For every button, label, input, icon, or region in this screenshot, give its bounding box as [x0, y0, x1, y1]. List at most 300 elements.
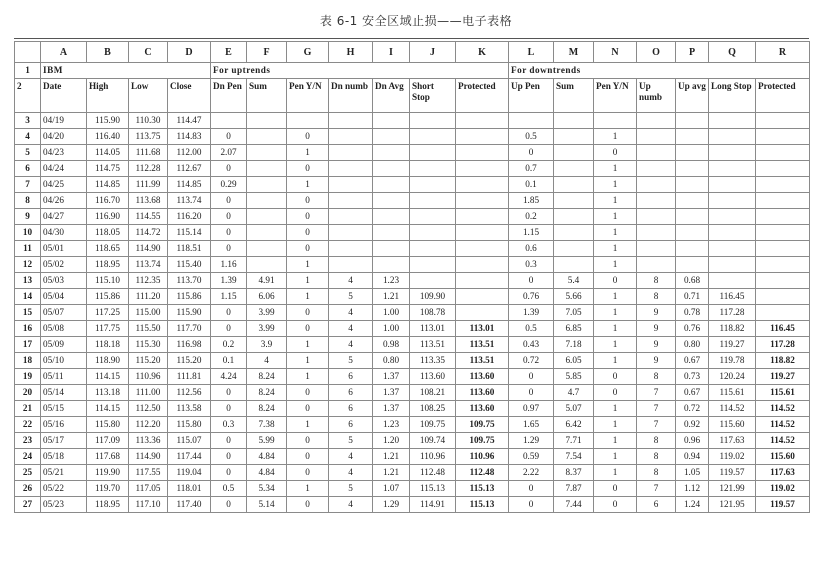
table-row — [15, 129, 810, 145]
table-cell: 05/09 — [41, 337, 87, 353]
table-cell: 118.95 — [87, 497, 129, 513]
table-cell: 0 — [287, 305, 329, 321]
table-cell: 0 — [287, 209, 329, 225]
table-cell — [554, 113, 594, 129]
table-cell: 0.72 — [676, 401, 709, 417]
table-cell: 118.01 — [168, 481, 211, 497]
table-cell: 118.95 — [87, 257, 129, 273]
table-cell — [554, 129, 594, 145]
row-number: 18 — [15, 353, 41, 369]
table-cell: 1 — [594, 353, 637, 369]
table-cell: 05/22 — [41, 481, 87, 497]
table-cell: 1 — [594, 401, 637, 417]
table-cell: 05/07 — [41, 305, 87, 321]
table-cell: 4 — [329, 273, 373, 289]
table-cell: 112.20 — [129, 417, 168, 433]
table-cell: 119.78 — [709, 353, 756, 369]
table-cell: 0.67 — [676, 353, 709, 369]
table-cell: 114.05 — [87, 145, 129, 161]
table-cell: 108.78 — [410, 305, 456, 321]
table-cell — [410, 161, 456, 177]
table-cell — [554, 177, 594, 193]
table-cell: 5 — [329, 289, 373, 305]
table-cell: 7.44 — [554, 497, 594, 513]
table-cell — [247, 257, 287, 273]
table-caption: 表 6-1 安全区域止损——电子表格 — [319, 14, 513, 28]
row-number: 24 — [15, 449, 41, 465]
table-cell — [329, 209, 373, 225]
table-cell: 1 — [287, 337, 329, 353]
table-cell — [247, 129, 287, 145]
table-cell: 04/24 — [41, 161, 87, 177]
table-cell: 1.05 — [676, 465, 709, 481]
row-number: 19 — [15, 369, 41, 385]
row-number: 8 — [15, 193, 41, 209]
table-cell — [676, 113, 709, 129]
table-cell — [247, 161, 287, 177]
table-row — [15, 369, 810, 385]
table-cell: 0.59 — [509, 449, 554, 465]
row-number: 14 — [15, 289, 41, 305]
table-cell: 0 — [287, 193, 329, 209]
table-cell — [554, 193, 594, 209]
table-cell: 0.1 — [509, 177, 554, 193]
table-cell: 04/26 — [41, 193, 87, 209]
table-cell: 120.24 — [709, 369, 756, 385]
table-cell: 115.50 — [129, 321, 168, 337]
table-cell — [373, 225, 410, 241]
table-cell: 118.82 — [709, 321, 756, 337]
table-cell: 1.21 — [373, 449, 410, 465]
table-cell: 5.85 — [554, 369, 594, 385]
table-cell: 05/08 — [41, 321, 87, 337]
row-number: 5 — [15, 145, 41, 161]
table-cell: 6 — [329, 417, 373, 433]
table-cell: 121.95 — [709, 497, 756, 513]
table-cell: 113.68 — [129, 193, 168, 209]
table-cell: 1 — [287, 417, 329, 433]
table-cell: 5 — [329, 353, 373, 369]
column-header-j: J — [410, 42, 456, 63]
table-cell: 114.85 — [87, 177, 129, 193]
table-cell — [247, 241, 287, 257]
table-cell: 8 — [637, 433, 676, 449]
table-cell: 114.90 — [129, 449, 168, 465]
row-number: 3 — [15, 113, 41, 129]
table-cell — [709, 113, 756, 129]
table-cell: 6.05 — [554, 353, 594, 369]
table-cell: 0 — [509, 273, 554, 289]
table-cell: 4 — [329, 497, 373, 513]
row-number: 13 — [15, 273, 41, 289]
table-cell: 4.84 — [247, 449, 287, 465]
table-cell: 114.91 — [410, 497, 456, 513]
table-cell: 0 — [211, 449, 247, 465]
column-letter-row — [15, 42, 810, 63]
table-cell: 7 — [637, 385, 676, 401]
table-cell: 109.90 — [410, 289, 456, 305]
table-cell — [709, 177, 756, 193]
column-header-o: O — [637, 42, 676, 63]
table-cell — [456, 145, 509, 161]
table-cell: 1 — [287, 177, 329, 193]
table-cell: 6 — [329, 369, 373, 385]
table-cell: 2.07 — [211, 145, 247, 161]
column-heading: Sum — [554, 79, 594, 113]
table-cell: 9 — [637, 337, 676, 353]
table-cell: 05/18 — [41, 449, 87, 465]
header-row-2 — [15, 79, 810, 113]
table-cell: 1 — [594, 225, 637, 241]
table-cell: 119.27 — [756, 369, 810, 385]
table-row — [15, 497, 810, 513]
table-cell — [456, 225, 509, 241]
column-heading: Dn Pen — [211, 79, 247, 113]
table-cell: 8 — [637, 449, 676, 465]
table-cell: 05/15 — [41, 401, 87, 417]
table-cell — [637, 113, 676, 129]
table-cell: 5.14 — [247, 497, 287, 513]
table-cell: 0.6 — [509, 241, 554, 257]
table-cell: 5.66 — [554, 289, 594, 305]
table-cell: 113.75 — [129, 129, 168, 145]
table-cell: 2.22 — [509, 465, 554, 481]
table-cell: 115.13 — [410, 481, 456, 497]
table-cell — [373, 129, 410, 145]
table-cell: 9 — [637, 353, 676, 369]
table-row — [15, 449, 810, 465]
column-heading: Date — [41, 79, 87, 113]
table-cell: 0.1 — [211, 353, 247, 369]
table-cell: 114.75 — [87, 161, 129, 177]
table-cell: 116.45 — [756, 321, 810, 337]
table-cell: 0 — [211, 241, 247, 257]
table-cell: 4 — [247, 353, 287, 369]
table-cell: 1.29 — [373, 497, 410, 513]
table-cell: 0.96 — [676, 433, 709, 449]
column-header-l: L — [509, 42, 554, 63]
table-cell: 1 — [594, 129, 637, 145]
table-cell: 0.98 — [373, 337, 410, 353]
row-number: 22 — [15, 417, 41, 433]
table-cell: 114.52 — [709, 401, 756, 417]
table-cell: 0.72 — [509, 353, 554, 369]
table-cell — [637, 177, 676, 193]
column-header-c: C — [129, 42, 168, 63]
table-cell: 0.67 — [676, 385, 709, 401]
table-cell: 117.40 — [168, 497, 211, 513]
table-cell — [756, 113, 810, 129]
row-number: 15 — [15, 305, 41, 321]
table-cell: 0.5 — [509, 129, 554, 145]
table-cell: 6.06 — [247, 289, 287, 305]
table-cell: 9 — [637, 305, 676, 321]
table-cell: 1.29 — [509, 433, 554, 449]
table-cell: 113.60 — [456, 385, 509, 401]
table-cell — [410, 273, 456, 289]
table-cell: 8 — [637, 273, 676, 289]
table-cell: 117.75 — [87, 321, 129, 337]
table-cell: 117.09 — [87, 433, 129, 449]
table-cell — [756, 193, 810, 209]
table-cell — [410, 113, 456, 129]
table-cell: 0.80 — [676, 337, 709, 353]
table-cell — [637, 161, 676, 177]
table-cell: 1 — [594, 289, 637, 305]
caption-rule — [14, 38, 809, 39]
table-cell: 0 — [509, 481, 554, 497]
table-cell: 114.90 — [129, 241, 168, 257]
table-cell: 117.68 — [87, 449, 129, 465]
spreadsheet-table — [14, 41, 810, 513]
table-cell — [410, 241, 456, 257]
column-header-p: P — [676, 42, 709, 63]
table-cell — [373, 193, 410, 209]
table-cell: 1.39 — [211, 273, 247, 289]
table-cell: 0.78 — [676, 305, 709, 321]
table-cell: 1 — [594, 209, 637, 225]
table-cell: 0 — [287, 433, 329, 449]
table-cell: 0 — [594, 145, 637, 161]
table-cell: 1.15 — [211, 289, 247, 305]
row-number: 11 — [15, 241, 41, 257]
column-header-n: N — [594, 42, 637, 63]
table-cell — [410, 145, 456, 161]
table-cell — [676, 177, 709, 193]
table-row — [15, 401, 810, 417]
table-cell: 1.37 — [373, 385, 410, 401]
table-cell: 113.18 — [87, 385, 129, 401]
table-cell — [676, 241, 709, 257]
table-cell: 04/19 — [41, 113, 87, 129]
table-cell: 116.20 — [168, 209, 211, 225]
table-cell: 112.50 — [129, 401, 168, 417]
table-cell: 5.07 — [554, 401, 594, 417]
column-heading: Long Stop — [709, 79, 756, 113]
table-cell: 115.60 — [709, 417, 756, 433]
table-cell: 117.63 — [756, 465, 810, 481]
table-cell — [329, 225, 373, 241]
table-cell: 115.80 — [168, 417, 211, 433]
table-cell: 04/30 — [41, 225, 87, 241]
table-cell: 112.48 — [410, 465, 456, 481]
table-cell — [329, 193, 373, 209]
table-cell: 1 — [594, 337, 637, 353]
table-cell — [709, 273, 756, 289]
table-cell: 1 — [594, 305, 637, 321]
table-cell: 3.99 — [247, 321, 287, 337]
table-cell — [709, 209, 756, 225]
table-cell — [456, 193, 509, 209]
table-cell: 118.82 — [756, 353, 810, 369]
table-cell: 116.98 — [168, 337, 211, 353]
table-cell: 117.25 — [87, 305, 129, 321]
table-cell: 113.51 — [456, 337, 509, 353]
column-header-g: G — [287, 42, 329, 63]
table-cell: 117.28 — [756, 337, 810, 353]
table-cell — [637, 145, 676, 161]
table-cell: 109.75 — [456, 417, 509, 433]
table-row — [15, 193, 810, 209]
table-cell: 1 — [594, 417, 637, 433]
table-cell: 0 — [211, 465, 247, 481]
header-row-1 — [15, 63, 810, 79]
column-heading: Pen Y/N — [287, 79, 329, 113]
table-cell — [637, 209, 676, 225]
table-row — [15, 257, 810, 273]
table-cell: 0 — [211, 193, 247, 209]
table-cell — [554, 145, 594, 161]
table-cell: 1.24 — [676, 497, 709, 513]
table-cell: 05/02 — [41, 257, 87, 273]
table-cell: 0 — [211, 305, 247, 321]
table-cell: 112.00 — [168, 145, 211, 161]
table-cell: 111.99 — [129, 177, 168, 193]
table-cell: 0 — [287, 321, 329, 337]
table-cell: 0 — [211, 385, 247, 401]
table-cell: 4 — [329, 321, 373, 337]
table-cell: 0 — [287, 241, 329, 257]
table-cell: 113.01 — [410, 321, 456, 337]
table-cell: 05/14 — [41, 385, 87, 401]
row-number: 10 — [15, 225, 41, 241]
table-cell: 115.14 — [168, 225, 211, 241]
row-number: 1 — [15, 63, 41, 79]
table-cell: 1 — [287, 353, 329, 369]
table-cell: 117.05 — [129, 481, 168, 497]
row-number: 4 — [15, 129, 41, 145]
table-cell — [756, 209, 810, 225]
table-cell: 1 — [287, 257, 329, 273]
table-row — [15, 241, 810, 257]
table-cell — [456, 273, 509, 289]
table-cell: 3.99 — [247, 305, 287, 321]
table-cell: 7.54 — [554, 449, 594, 465]
table-row — [15, 161, 810, 177]
column-heading: High — [87, 79, 129, 113]
table-cell: 7.87 — [554, 481, 594, 497]
table-cell — [676, 225, 709, 241]
table-cell — [456, 129, 509, 145]
table-cell: 5 — [329, 433, 373, 449]
table-cell — [756, 129, 810, 145]
ticker-label: IBM — [41, 63, 211, 79]
table-cell: 1 — [287, 289, 329, 305]
column-heading: Close — [168, 79, 211, 113]
table-cell: 0.97 — [509, 401, 554, 417]
table-row — [15, 337, 810, 353]
table-cell — [410, 177, 456, 193]
table-cell: 6 — [329, 401, 373, 417]
row-number: 21 — [15, 401, 41, 417]
table-cell: 1.37 — [373, 369, 410, 385]
column-header-a: A — [41, 42, 87, 63]
table-cell: 0 — [594, 385, 637, 401]
table-cell: 0.43 — [509, 337, 554, 353]
table-cell: 115.40 — [168, 257, 211, 273]
column-header-f: F — [247, 42, 287, 63]
table-cell: 6.85 — [554, 321, 594, 337]
table-cell: 1 — [594, 433, 637, 449]
table-cell: 05/17 — [41, 433, 87, 449]
table-cell: 110.96 — [456, 449, 509, 465]
table-cell: 112.28 — [129, 161, 168, 177]
table-cell: 113.51 — [410, 337, 456, 353]
table-cell: 4 — [329, 449, 373, 465]
table-cell — [509, 113, 554, 129]
table-cell: 0.3 — [211, 417, 247, 433]
table-cell: 113.74 — [129, 257, 168, 273]
table-cell: 0 — [211, 497, 247, 513]
table-cell — [329, 257, 373, 273]
table-cell: 0.76 — [676, 321, 709, 337]
table-cell: 119.57 — [709, 465, 756, 481]
table-cell — [329, 129, 373, 145]
table-cell: 111.20 — [129, 289, 168, 305]
table-cell: 115.80 — [87, 417, 129, 433]
table-cell: 108.25 — [410, 401, 456, 417]
table-cell: 0 — [211, 321, 247, 337]
table-cell: 4.24 — [211, 369, 247, 385]
table-cell: 117.70 — [168, 321, 211, 337]
table-cell — [709, 193, 756, 209]
table-cell: 0 — [211, 161, 247, 177]
table-cell: 05/03 — [41, 273, 87, 289]
column-heading: Pen Y/N — [594, 79, 637, 113]
table-cell: 1.00 — [373, 305, 410, 321]
row-number: 23 — [15, 433, 41, 449]
corner-cell — [15, 42, 41, 63]
table-cell — [594, 113, 637, 129]
table-cell: 118.65 — [87, 241, 129, 257]
table-row — [15, 385, 810, 401]
table-cell — [456, 113, 509, 129]
table-cell — [456, 241, 509, 257]
table-cell: 0 — [509, 385, 554, 401]
table-cell: 121.99 — [709, 481, 756, 497]
table-cell: 115.90 — [87, 113, 129, 129]
table-cell: 1.23 — [373, 273, 410, 289]
table-cell — [456, 209, 509, 225]
column-heading: Dn Avg — [373, 79, 410, 113]
table-cell: 112.48 — [456, 465, 509, 481]
table-cell: 7.05 — [554, 305, 594, 321]
table-cell — [456, 305, 509, 321]
table-cell: 0 — [287, 449, 329, 465]
column-header-k: K — [456, 42, 509, 63]
table-row — [15, 177, 810, 193]
table-cell: 0 — [287, 161, 329, 177]
column-heading: Short Stop — [410, 79, 456, 113]
table-cell: 114.52 — [756, 417, 810, 433]
table-cell — [373, 113, 410, 129]
uptrends-label: For uptrends — [211, 63, 509, 79]
table-cell: 0 — [211, 225, 247, 241]
table-cell: 0.5 — [211, 481, 247, 497]
table-cell — [709, 241, 756, 257]
table-cell: 113.74 — [168, 193, 211, 209]
column-header-r: R — [756, 42, 810, 63]
table-cell: 1 — [594, 241, 637, 257]
table-cell: 0 — [594, 369, 637, 385]
table-cell: 110.30 — [129, 113, 168, 129]
table-cell: 5.34 — [247, 481, 287, 497]
table-cell: 115.13 — [456, 481, 509, 497]
table-cell: 116.45 — [709, 289, 756, 305]
table-cell — [410, 129, 456, 145]
table-cell: 9 — [637, 321, 676, 337]
table-row — [15, 289, 810, 305]
